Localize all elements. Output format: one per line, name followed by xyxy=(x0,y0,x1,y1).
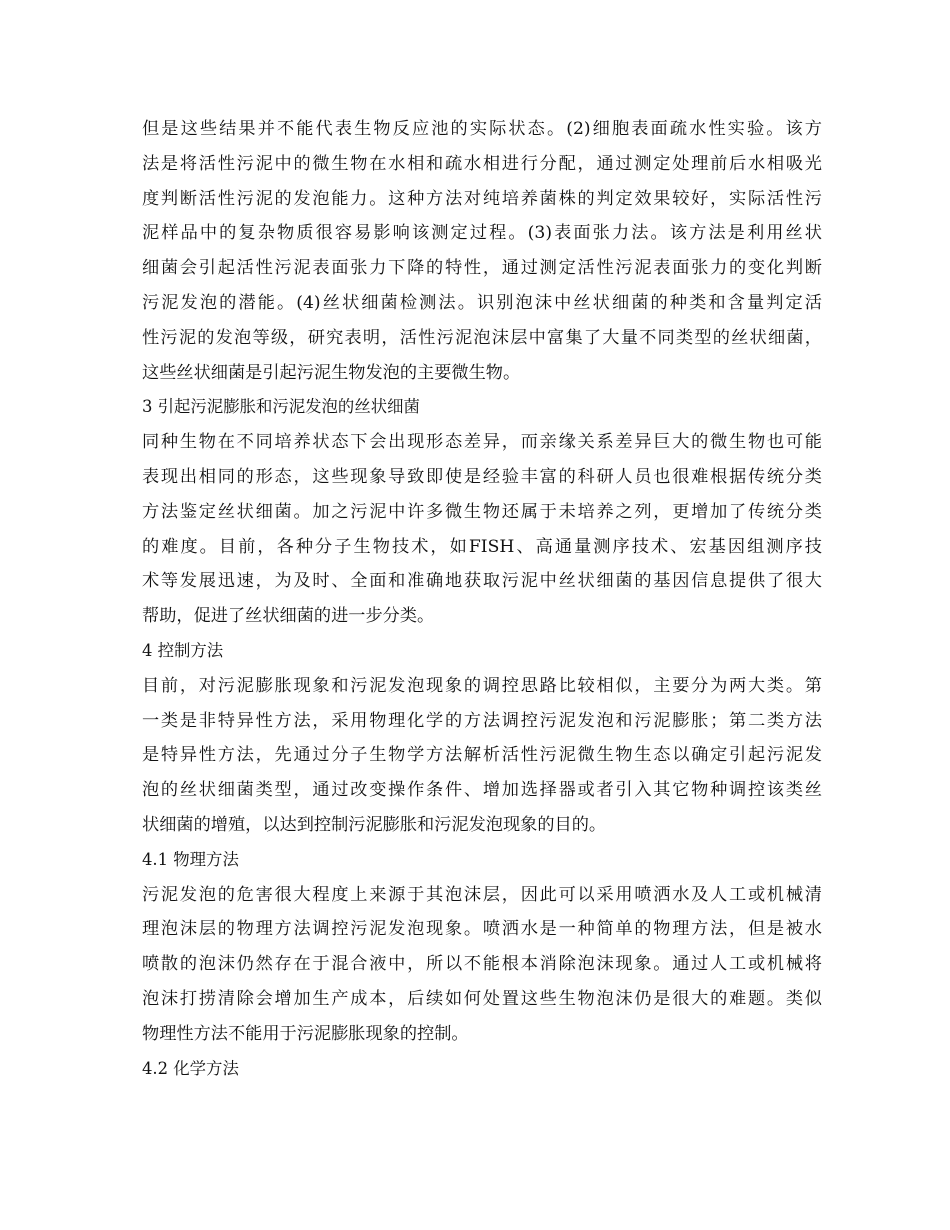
paragraph-line: 污泥发泡的潜能。(4)丝状细菌检测法。识别泡沫中丝状细菌的种类和含量判定活 xyxy=(142,292,822,313)
paragraph-line: 泥样品中的复杂物质很容易影响该测定过程。(3)表面张力法。该方法是利用丝状 xyxy=(142,223,822,244)
paragraph-line: 法是将活性污泥中的微生物在水相和疏水相进行分配，通过测定处理前后水相吸光 xyxy=(142,153,822,174)
paragraph-line: 方法鉴定丝状细菌。加之污泥中许多微生物还属于未培养之列，更增加了传统分类 xyxy=(142,501,822,522)
paragraph-line: 度判断活性污泥的发泡能力。这种方法对纯培养菌株的判定效果较好，实际活性污 xyxy=(142,188,822,209)
paragraph-line: 同种生物在不同培养状态下会出现形态差异，而亲缘关系差异巨大的微生物也可能 xyxy=(142,432,822,453)
paragraph-line: 性污泥的发泡等级，研究表明，活性污泥泡沫层中富集了大量不同类型的丝状细菌， xyxy=(142,327,822,348)
paragraph-line: 泡的丝状细菌类型，通过改变操作条件、增加选择器或者引入其它物种调控该类丝 xyxy=(142,780,822,801)
paragraph-line: 帮助，促进了丝状细菌的进一步分类。 xyxy=(142,606,435,627)
paragraph-line: 的难度。目前，各种分子生物技术，如FISH、高通量测序技术、宏基因组测序技 xyxy=(142,536,822,557)
paragraph-line: 但是这些结果并不能代表生物反应池的实际状态。(2)细胞表面疏水性实验。该方 xyxy=(142,119,822,139)
document-body xyxy=(142,112,822,1086)
section-heading: 3 引起污泥膨胀和污泥发泡的丝状细菌 xyxy=(142,397,420,417)
paragraph-line: 这些丝状细菌是引起污泥生物发泡的主要微生物。 xyxy=(142,362,521,383)
section-heading: 4.2 化学方法 xyxy=(142,1058,239,1078)
section-heading: 4.1 物理方法 xyxy=(142,849,239,869)
paragraph-line: 术等发展迅速，为及时、全面和准确地获取污泥中丝状细菌的基因信息提供了很大 xyxy=(142,571,822,592)
paragraph-line: 理泡沫层的物理方法调控污泥发泡现象。喷洒水是一种简单的物理方法，但是被水 xyxy=(142,919,822,940)
paragraph-line: 细菌会引起活性污泥表面张力下降的特性，通过测定活性污泥表面张力的变化判断 xyxy=(142,258,822,279)
paragraph-line: 目前，对污泥膨胀现象和污泥发泡现象的调控思路比较相似，主要分为两大类。第 xyxy=(142,675,822,696)
paragraph-line: 状细菌的增殖，以达到控制污泥膨胀和污泥发泡现象的目的。 xyxy=(142,814,607,835)
paragraph-line: 物理性方法不能用于污泥膨胀现象的控制。 xyxy=(142,1023,469,1044)
paragraph-line: 泡沫打捞清除会增加生产成本，后续如何处置这些生物泡沫仍是很大的难题。类似 xyxy=(142,988,822,1009)
paragraph-line: 表现出相同的形态，这些现象导致即使是经验丰富的科研人员也很难根据传统分类 xyxy=(142,466,822,487)
paragraph-line: 污泥发泡的危害很大程度上来源于其泡沫层，因此可以采用喷洒水及人工或机械清 xyxy=(142,884,822,905)
paragraph-line: 一类是非特异性方法，采用物理化学的方法调控污泥发泡和污泥膨胀；第二类方法 xyxy=(142,710,822,731)
paragraph-line: 是特异性方法，先通过分子生物学方法解析活性污泥微生物生态以确定引起污泥发 xyxy=(142,745,822,766)
section-heading: 4 控制方法 xyxy=(142,640,224,660)
paragraph-line: 喷散的泡沫仍然存在于混合液中，所以不能根本消除泡沫现象。通过人工或机械将 xyxy=(142,954,822,975)
